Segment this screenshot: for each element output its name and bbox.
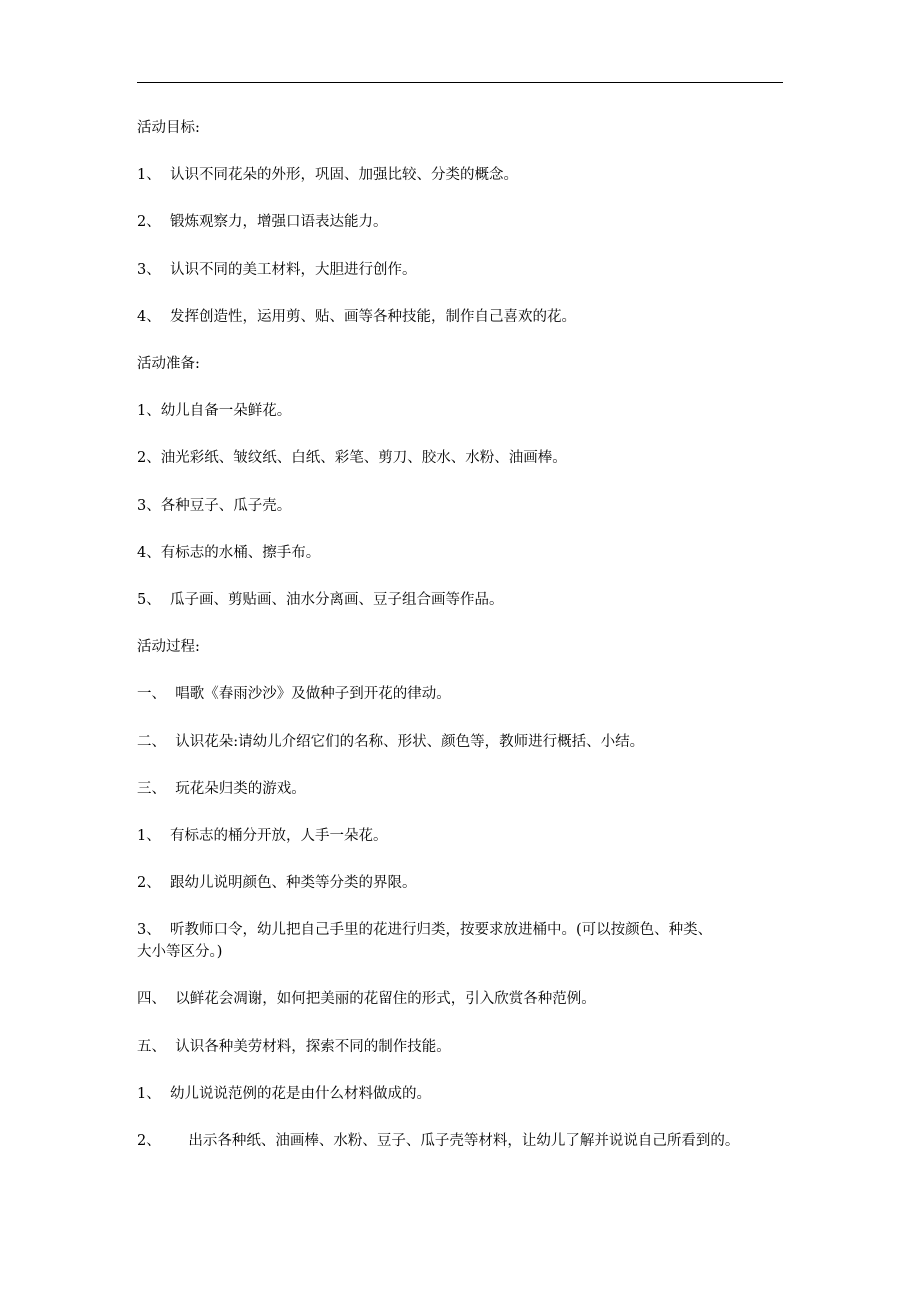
section-heading-process: 活动过程: [137,639,200,656]
document-body [137,105,797,1165]
process-step-1: 一、 唱歌《春雨沙沙》及做种子到开花的律动。 [137,686,451,703]
section-heading-preparation: 活动准备: [137,356,200,373]
process-step-3: 三、 玩花朵归类的游戏。 [137,780,306,797]
process-substep-3-3-line-2: 大小等区分。) [137,944,223,961]
section-heading-goals: 活动目标: [137,120,200,136]
process-step-5: 五、 认识各种美劳材料，探索不同的制作技能。 [137,1038,451,1055]
prep-item-5: 5、 瓜子画、剪贴画、油水分离画、豆子组合画等作品。 [137,592,504,609]
prep-item-4: 4、有标志的水桶、擦手布。 [137,544,321,561]
prep-item-2: 2、油光彩纸、皱纹纸、白纸、彩笔、剪刀、胶水、水粉、油画棒。 [137,450,567,467]
goal-item-1: 1、 认识不同花朵的外形，巩固、加强比较、分类的概念。 [137,167,518,184]
prep-item-3: 3、各种豆子、瓜子壳。 [137,497,292,514]
process-substep-3-3 [137,907,797,976]
process-step-2: 二、 认识花朵:请幼儿介绍它们的名称、形状、颜色等，教师进行概括、小结。 [137,733,645,750]
goal-item-4: 4、 发挥创造性，运用剪、贴、画等各种技能，制作自己喜欢的花。 [137,308,576,325]
process-step-4: 四、 以鲜花会凋谢，如何把美丽的花留住的形式，引入欣赏各种范例。 [137,991,596,1008]
process-substep-3-1: 1、 有标志的桶分开放，人手一朵花。 [137,828,388,845]
process-substep-5-1: 1、 幼儿说说范例的花是由什么材料做成的。 [137,1085,431,1102]
process-substep-5-2: 2、 出示各种纸、油画棒、水粉、豆子、瓜子壳等材料，让幼儿了解并说说自己所看到的。 [137,1133,740,1150]
header-rule [137,82,783,83]
process-substep-3-3-line-1: 3、 听教师口令，幼儿把自己手里的花进行归类，按要求放进桶中。(可以按颜色、种类、 [137,922,713,939]
prep-item-1: 1、幼儿自备一朵鲜花。 [137,403,292,420]
goal-item-3: 3、 认识不同的美工材料，大胆进行创作。 [137,261,417,278]
process-substep-3-2: 2、 跟幼儿说明颜色、种类等分类的界限。 [137,875,417,892]
goal-item-2: 2、 锻炼观察力，增强口语表达能力。 [137,214,388,231]
